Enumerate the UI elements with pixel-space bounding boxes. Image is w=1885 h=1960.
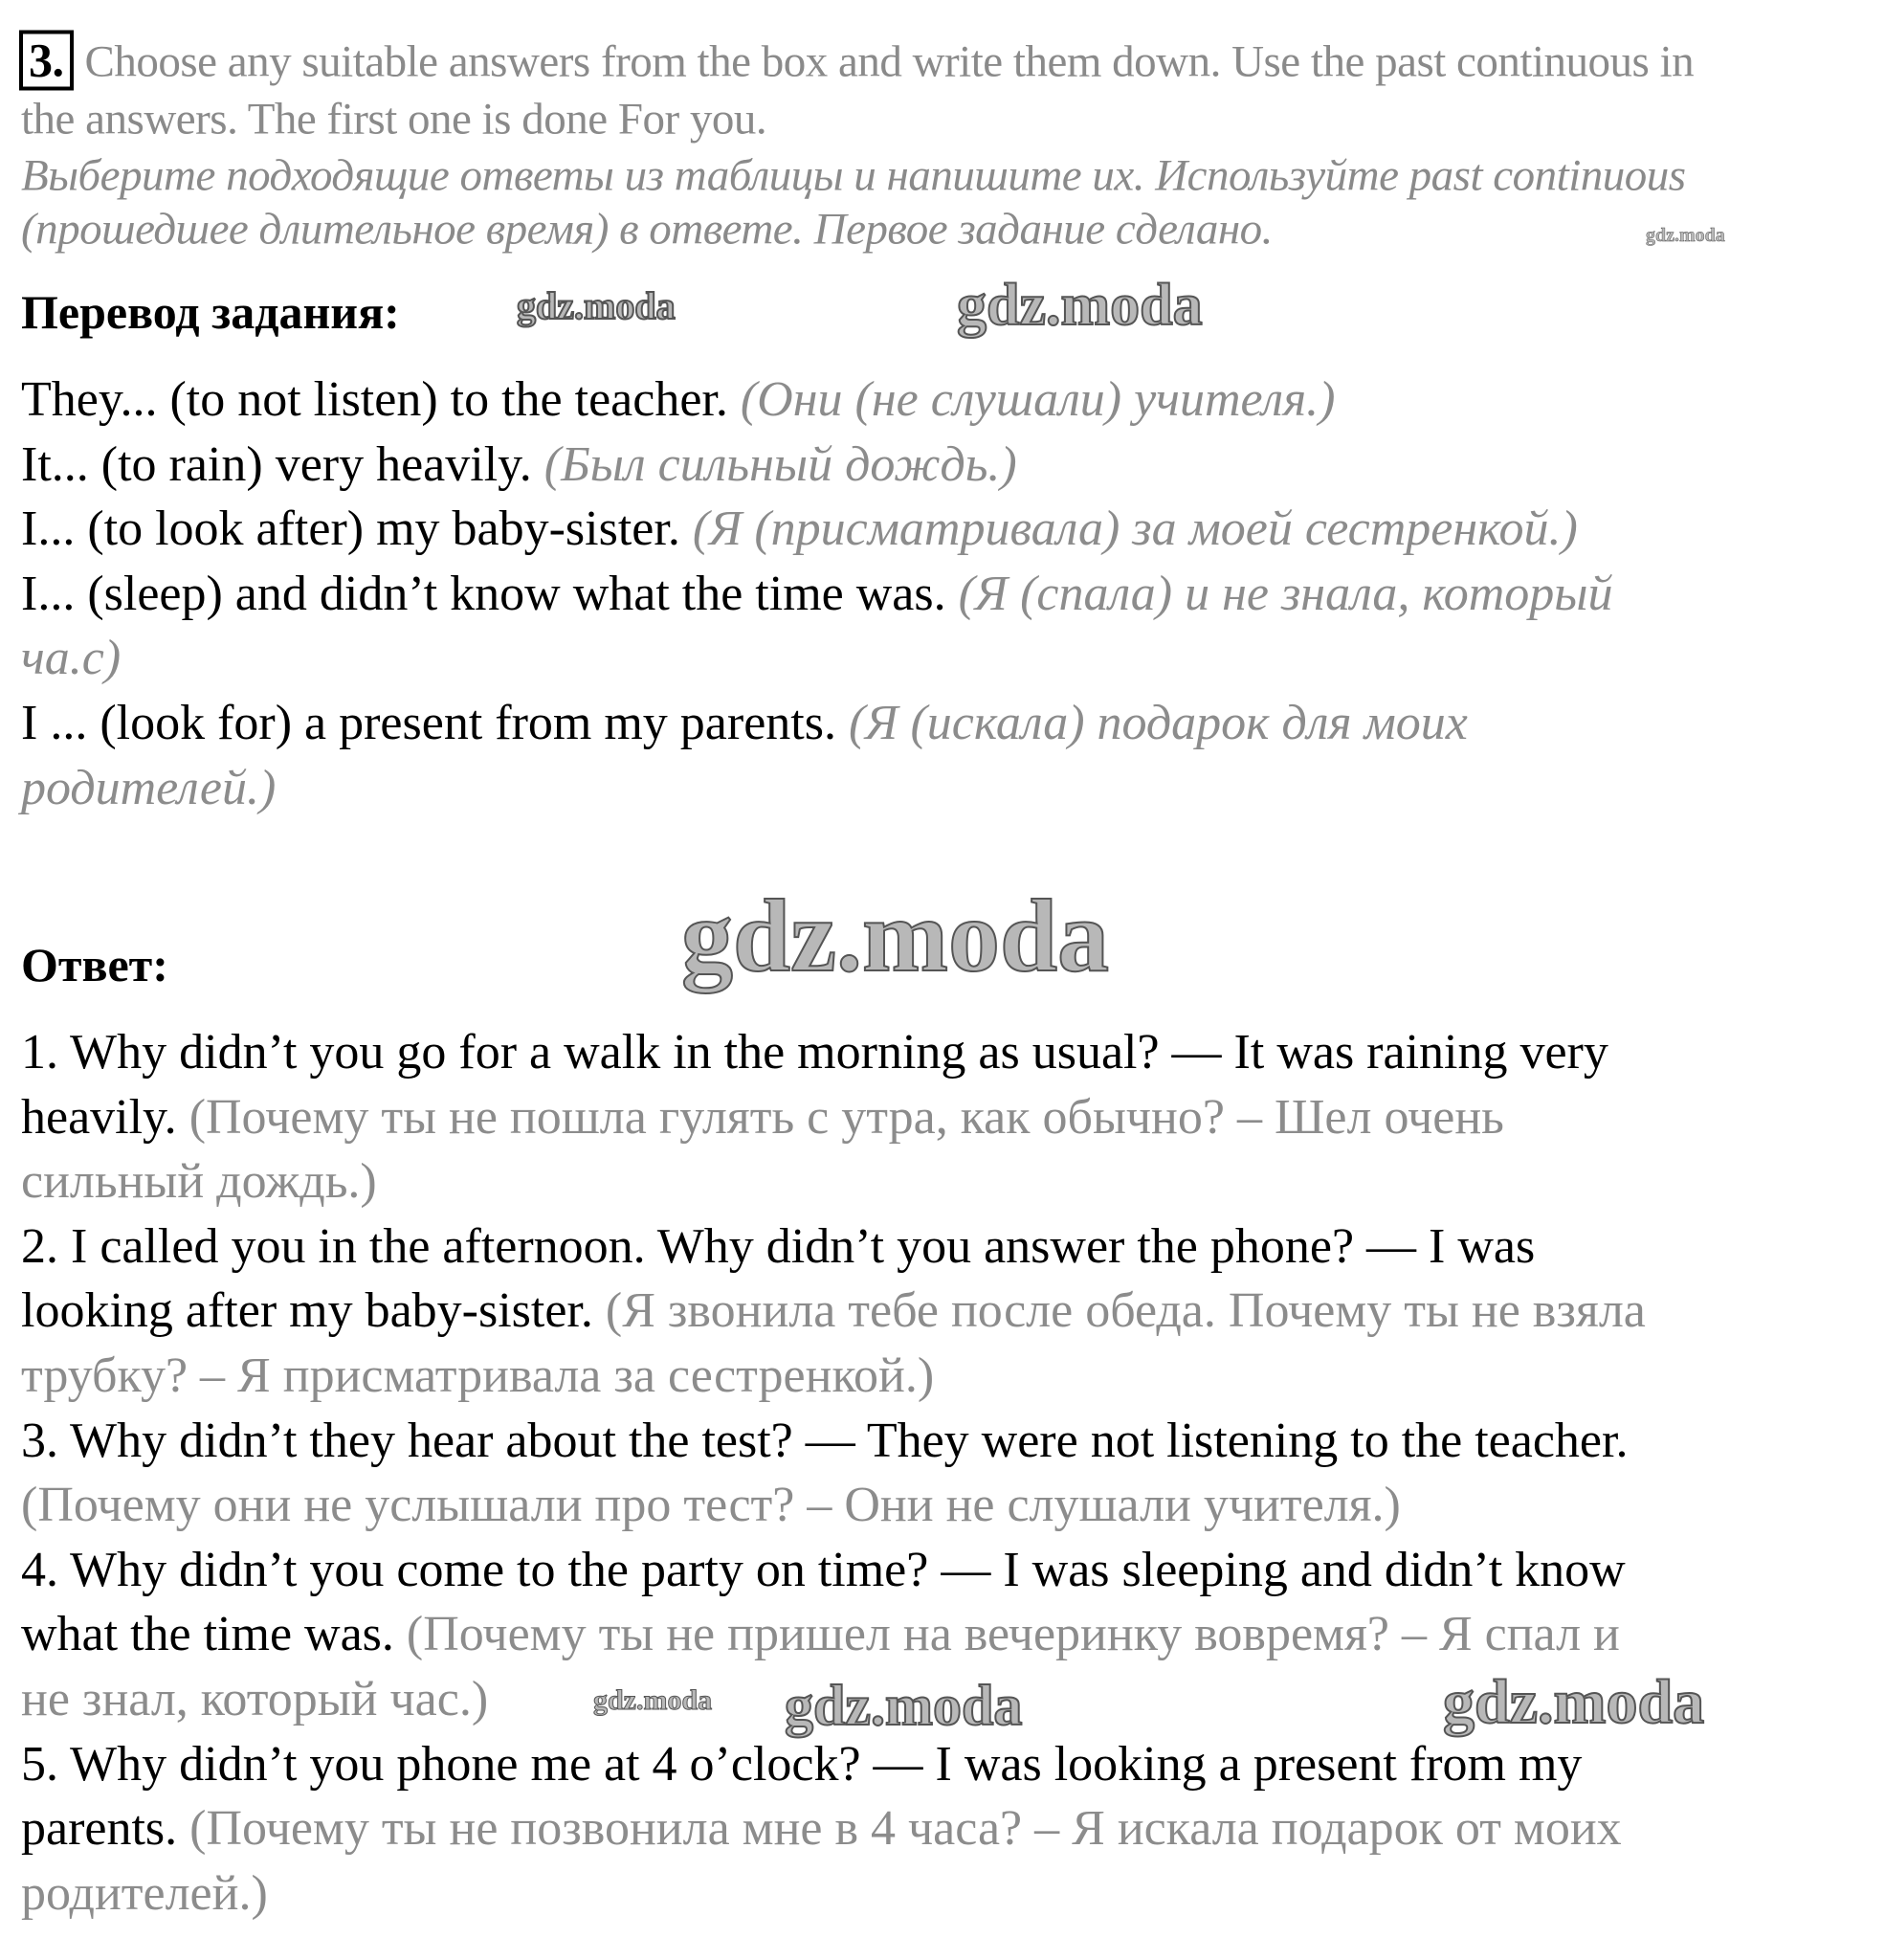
english-text: looking after my baby-sister. bbox=[21, 1283, 606, 1339]
text-line bbox=[21, 1736, 1583, 1792]
watermark: gdz.moda bbox=[681, 880, 1110, 993]
english-text: They... (to not listen) to the teacher. bbox=[21, 372, 741, 427]
instruction-ru-2: (прошедшее длительное время) в ответе. Первое задание сделано. bbox=[21, 204, 1273, 255]
english-text: 5. Why didn’t you phone me at 4 o’clock? — I was looking a present from my bbox=[21, 1736, 1583, 1792]
text-line bbox=[21, 1672, 489, 1726]
russian-translation: сильный дождь.) bbox=[21, 1154, 377, 1210]
text-line bbox=[21, 1607, 1620, 1662]
russian-translation: трубку? – Я присматривала за сестренкой.) bbox=[21, 1348, 935, 1403]
russian-translation: (Я (спала) и не знала, который bbox=[958, 566, 1613, 621]
english-text: 3. Why didn’t they hear about the test? — They were not listening to the teacher. bbox=[21, 1413, 1629, 1468]
text-line bbox=[21, 1089, 1504, 1145]
english-text: I ... (look for) a present from my parents. bbox=[21, 696, 849, 750]
text-line bbox=[21, 1283, 1646, 1339]
english-text: 4. Why didn’t you come to the party on time? — I was sleeping and didn’t know bbox=[21, 1542, 1626, 1597]
text-line bbox=[21, 696, 1468, 750]
text-line bbox=[21, 1478, 1401, 1533]
english-text: parents. bbox=[21, 1801, 190, 1857]
text-line bbox=[21, 1542, 1626, 1597]
russian-translation: родителей.) bbox=[21, 760, 277, 815]
russian-translation: (Я (присматривала) за моей сестренкой.) bbox=[692, 501, 1578, 557]
russian-translation: родителей.) bbox=[21, 1865, 268, 1921]
english-text: heavily. bbox=[21, 1089, 189, 1145]
text-line bbox=[21, 566, 1613, 621]
answer-heading: Ответ: bbox=[21, 938, 168, 991]
english-text: I... (to look after) my baby-sister. bbox=[21, 501, 693, 557]
watermark: gdz.moda bbox=[1646, 225, 1725, 246]
text-line bbox=[21, 501, 1578, 557]
watermark: gdz.moda bbox=[785, 1674, 1023, 1737]
watermark: gdz.moda bbox=[957, 273, 1203, 338]
english-text: 2. I called you in the afternoon. Why didn’t you answer the phone? — I was bbox=[21, 1218, 1536, 1274]
russian-translation: (Они (не слушали) учителя.) bbox=[740, 372, 1336, 427]
task-number: 3. bbox=[19, 31, 74, 91]
watermark: gdz.moda bbox=[1443, 1667, 1705, 1737]
russian-translation: (Почему они не услышали про тест? – Они не слушали учителя.) bbox=[21, 1478, 1401, 1533]
russian-translation: не знал, который час.) bbox=[21, 1672, 489, 1726]
russian-translation: (Был сильный дождь.) bbox=[543, 436, 1017, 492]
instruction-en-2: the answers. The first one is done For you. bbox=[21, 94, 767, 145]
text-line bbox=[21, 372, 1336, 427]
text-line bbox=[21, 631, 122, 686]
english-text: what the time was. bbox=[21, 1607, 407, 1662]
task-instruction-line bbox=[19, 31, 1694, 91]
english-text: It... (to rain) very heavily. bbox=[21, 436, 544, 492]
text-line bbox=[21, 1218, 1536, 1274]
instruction-ru-1: Выберите подходящие ответы из таблицы и напишите их. Используйте past continuous bbox=[21, 150, 1686, 201]
instruction-en: Choose any suitable answers from the box and write them down. Use the past continuous in bbox=[84, 36, 1695, 87]
watermark: gdz.moda bbox=[593, 1684, 713, 1716]
russian-translation: (Почему ты не пришел на вечеринку вовремя? – Я спал и bbox=[406, 1607, 1620, 1662]
text-line bbox=[21, 1348, 935, 1403]
text-line bbox=[21, 1413, 1629, 1468]
russian-translation: (Почему ты не позвонила мне в 4 часа? – Я искала подарок от моих bbox=[189, 1801, 1622, 1857]
text-line bbox=[21, 1154, 377, 1210]
text-line bbox=[21, 436, 1017, 492]
english-text: 1. Why didn’t you go for a walk in the morning as usual? — It was raining very bbox=[21, 1025, 1608, 1080]
text-line bbox=[21, 1801, 1622, 1857]
text-line bbox=[21, 1025, 1608, 1080]
russian-translation: ча.с) bbox=[21, 631, 122, 686]
english-text: I... (sleep) and didn’t know what the time was. bbox=[21, 566, 959, 621]
russian-translation: (Почему ты не пошла гулять с утра, как обычно? – Шел очень bbox=[188, 1089, 1504, 1145]
watermark: gdz.moda bbox=[517, 284, 676, 327]
text-line bbox=[21, 760, 277, 815]
russian-translation: (Я (искала) подарок для моих bbox=[848, 696, 1468, 750]
russian-translation: (Я звонила тебе после обеда. Почему ты не взяла bbox=[605, 1283, 1646, 1339]
text-line bbox=[21, 1865, 268, 1921]
translation-heading: Перевод задания: bbox=[21, 285, 400, 339]
